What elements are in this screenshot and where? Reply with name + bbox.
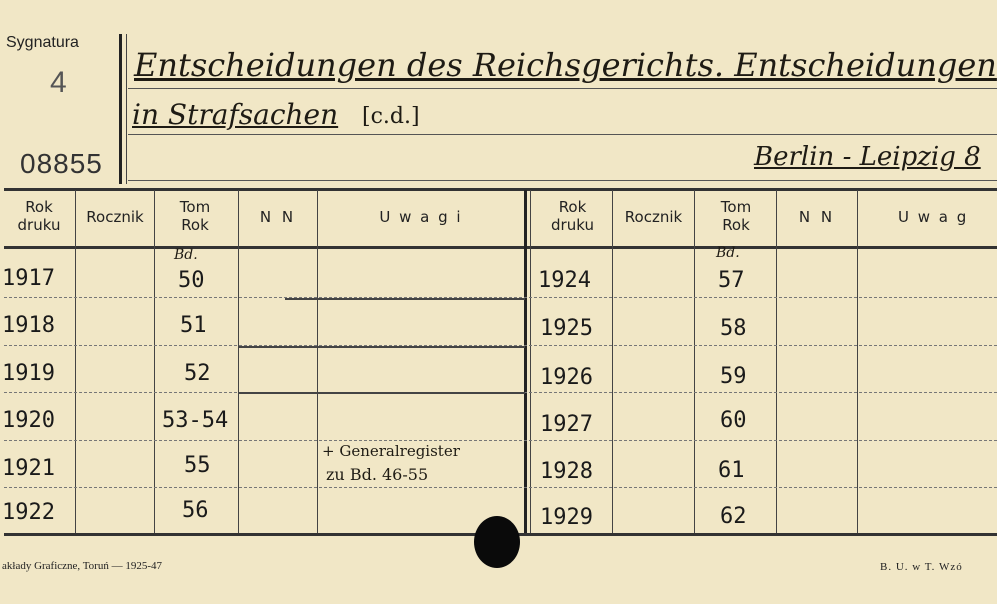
rok-druku-value: 1922 [2,500,55,525]
uwagi-note-line-1: + Generalregister [322,442,460,460]
library-imprint: B. U. w T. Wzó [880,561,963,573]
call-number: 08855 [20,148,103,179]
center-divider-thin [530,190,531,533]
rok-druku-value: 1918 [2,313,55,338]
tom-value: 56 [182,498,209,523]
title-line-1: Entscheidungen des Reichsgerichts. Entscheidungen [134,46,997,84]
tom-value: 50 [178,268,205,293]
tom-value: 53-54 [162,408,229,433]
header-rok-druku: Rok druku [17,198,61,234]
header-rocznik: Rocznik [86,208,144,226]
row-rule [4,487,997,488]
title-line-2: in Strafsachen [132,98,339,131]
rok-druku-value: 1929 [540,505,593,530]
col-line [857,190,858,533]
tom-value: 57 [718,268,745,293]
title-rule-3 [128,180,997,181]
header-bottom-rule [4,246,997,249]
header-rok-druku: Rok druku [551,198,594,234]
uwagi-note-line-2: zu Bd. 46-55 [326,465,429,484]
punch-hole [474,516,520,568]
header-nn: N N [798,208,836,226]
col-line [75,190,76,533]
tom-value: 55 [184,453,211,478]
bd-label: Bd. [716,245,740,261]
header-divider-thin [126,34,127,184]
col-line [317,190,318,533]
rok-druku-value: 1921 [2,456,55,481]
center-divider [524,190,527,533]
uwagi-rule [238,392,525,394]
header-uwagi: U w a g i [379,208,463,226]
header-tom-rok: Tom Rok [179,198,211,234]
rok-druku-value: 1924 [538,268,591,293]
uwagi-rule [238,346,525,348]
header-nn: N N [259,208,297,226]
col-line [776,190,777,533]
rok-druku-value: 1920 [2,408,55,433]
rok-druku-value: 1925 [540,316,593,341]
title-rule-1 [128,88,997,89]
bd-label: Bd. [174,247,198,263]
header-rocznik: Rocznik [624,208,683,226]
uwagi-rule [285,298,525,300]
rok-druku-value: 1927 [540,412,593,437]
sygnatura-number: 4 [50,66,67,99]
rok-druku-value: 1917 [2,266,55,291]
rok-druku-value: 1928 [540,459,593,484]
sygnatura-label: Sygnatura [6,34,79,51]
col-line [154,190,155,533]
tom-value: 60 [720,408,747,433]
title-note: [c.d.] [362,104,420,129]
printer-imprint: akłady Graficzne, Toruń — 1925-47 [2,560,163,572]
tom-value: 51 [180,313,207,338]
tom-value: 58 [720,316,747,341]
col-line [238,190,239,533]
place-of-publication: Berlin - Leipzig 8 [754,142,981,172]
tom-value: 59 [720,364,747,389]
tom-value: 52 [184,361,211,386]
title-rule-2 [128,134,997,135]
col-line [694,190,695,533]
tom-value: 61 [718,458,745,483]
row-rule [4,440,997,441]
header-tom-rok: Tom Rok [720,198,752,234]
header-divider [119,34,122,184]
header-uwagi: U w a g [898,208,969,226]
col-line [612,190,613,533]
rok-druku-value: 1926 [540,365,593,390]
rok-druku-value: 1919 [2,361,55,386]
table-top-rule [4,188,997,191]
tom-value: 62 [720,504,747,529]
